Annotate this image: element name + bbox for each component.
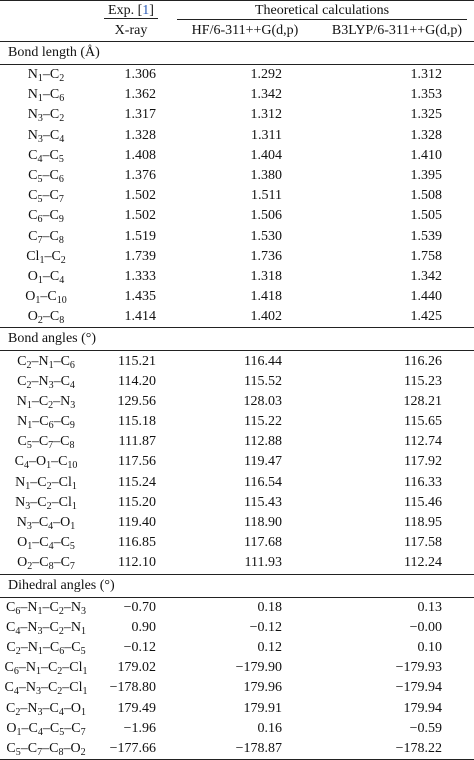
b3lyp-value: 0.10 [417, 639, 442, 655]
row-label: $O_1-C_4-C_5-C_7$ [6, 720, 86, 738]
table-row [0, 452, 474, 472]
hf-value: −0.12 [249, 619, 282, 635]
hf-value: 1.311 [251, 127, 282, 143]
reference-link[interactable]: 1 [142, 3, 150, 18]
xray-value: 129.56 [117, 393, 156, 409]
row-label: $C_5-C_7-C_8-O_2$ [0, 739, 92, 760]
xray-value: −177.66 [92, 739, 170, 760]
section-title: Bond length (Å) [0, 42, 474, 65]
table-row [0, 146, 474, 166]
b3lyp-value: 1.325 [410, 107, 442, 123]
hf-value: 179.91 [243, 700, 282, 716]
b3lyp-header: B3LYP/6-311++G(d,p) [320, 21, 474, 42]
b3lyp-value: 1.440 [410, 289, 442, 305]
xray-value: 115.20 [118, 494, 156, 510]
xray-value: −0.70 [123, 599, 156, 615]
xray-value: 179.02 [117, 660, 156, 676]
xray-value: −0.12 [123, 639, 156, 655]
row-label: $C_6-N_1-C_2-N_3$ [6, 599, 86, 617]
table-row [0, 186, 474, 206]
row-label: $N_1-C_6$ [27, 87, 65, 105]
header-row-2 [0, 21, 474, 42]
table-row [0, 719, 474, 739]
b3lyp-value: 128.21 [403, 393, 442, 409]
table-row [0, 432, 474, 452]
xray-value: 115.24 [118, 474, 156, 490]
table-row [0, 513, 474, 533]
row-label: $N_3-C_4-O_1$ [16, 515, 76, 533]
xray-value: 119.40 [118, 515, 156, 531]
table-row [0, 493, 474, 513]
row-label: $C_4-N_3-C_2-N_1$ [6, 619, 86, 637]
table-row [0, 247, 474, 267]
hf-value: 179.96 [243, 680, 282, 696]
hf-value: 0.16 [257, 720, 282, 736]
row-label: $O_2-C_8$ [27, 309, 65, 327]
xray-value: 0.90 [131, 619, 156, 635]
section-header [0, 328, 474, 351]
hf-value: 0.12 [257, 639, 282, 655]
b3lyp-value: 112.74 [404, 434, 442, 450]
section-header [0, 42, 474, 65]
hf-value: 1.530 [250, 228, 282, 244]
hf-value: 116.44 [244, 353, 282, 369]
table-row [0, 227, 474, 247]
table-row [0, 678, 474, 698]
hf-value: 119.47 [244, 454, 282, 470]
hf-value: 115.43 [244, 494, 282, 510]
hf-header: HF/6-311++G(d,p) [170, 21, 320, 42]
row-label: $C_4-O_1-C_{10}$ [14, 454, 78, 472]
table-body [0, 42, 474, 760]
hf-value: 1.402 [250, 309, 282, 325]
row-label: $O_1-C_4-C_5$ [17, 535, 75, 553]
row-label: $C_4-C_5$ [28, 147, 64, 165]
b3lyp-value: −0.00 [409, 619, 442, 635]
xray-value: 1.362 [124, 87, 156, 103]
xray-value: 1.333 [124, 268, 156, 284]
table-row [0, 597, 474, 618]
hf-value: 118.90 [244, 515, 282, 531]
row-label: $C_2-N_1-C_6-C_5$ [6, 639, 86, 657]
b3lyp-value: 1.508 [410, 188, 442, 204]
xray-header: X-ray [92, 21, 170, 42]
xray-value: 1.376 [124, 168, 156, 184]
b3lyp-value: 116.33 [404, 474, 442, 490]
xray-value: 1.328 [124, 127, 156, 143]
table-row [0, 307, 474, 328]
table-row [0, 166, 474, 186]
b3lyp-value: 1.395 [410, 168, 442, 184]
table-row [0, 638, 474, 658]
table-row [0, 412, 474, 432]
xray-value: 115.21 [118, 353, 156, 369]
table-row [0, 392, 474, 412]
table-row [0, 65, 474, 86]
xray-value: 1.502 [124, 188, 156, 204]
header-row-1 [0, 1, 474, 22]
row-label: $O_2-C_8-C_7$ [17, 555, 75, 573]
b3lyp-value: 115.23 [404, 373, 442, 389]
b3lyp-value: −179.93 [395, 660, 442, 676]
row-label: $C_5-C_7$ [28, 188, 64, 206]
hf-value: −178.87 [170, 739, 320, 760]
b3lyp-value: 1.342 [410, 268, 442, 284]
hf-value: 1.318 [250, 268, 282, 284]
row-label: $C_5-C_6$ [28, 168, 64, 186]
b3lyp-value: 115.65 [404, 414, 442, 430]
section-header [0, 574, 474, 597]
b3lyp-value: 112.24 [404, 555, 442, 571]
hf-value: 115.22 [244, 414, 282, 430]
xray-value: 1.317 [124, 107, 156, 123]
b3lyp-value: 1.425 [410, 309, 442, 325]
b3lyp-value: 1.410 [410, 147, 442, 163]
hf-value: 1.342 [250, 87, 282, 103]
b3lyp-value: 0.13 [417, 599, 442, 615]
table-row [0, 206, 474, 226]
hf-value: 0.18 [257, 599, 282, 615]
hf-value: 128.03 [243, 393, 282, 409]
hf-value: 1.404 [250, 147, 282, 163]
table-row [0, 85, 474, 105]
xray-value: 1.414 [124, 309, 156, 325]
xray-value: 117.56 [118, 454, 156, 470]
hf-value: 1.292 [250, 67, 282, 83]
table-row [0, 126, 474, 146]
b3lyp-value: 1.539 [410, 228, 442, 244]
hf-value: 115.52 [244, 373, 282, 389]
xray-value: 1.408 [124, 147, 156, 163]
hf-value: 1.736 [250, 248, 282, 264]
row-label: $O_1-C_{10}$ [25, 289, 67, 307]
table-row [0, 533, 474, 553]
table-row [0, 473, 474, 493]
table-row [0, 698, 474, 718]
row-label: $C_6-N_1-C_2-Cl_1$ [4, 660, 88, 678]
b3lyp-value: 1.758 [410, 248, 442, 264]
row-label: $N_3-C_2-Cl_1$ [15, 494, 77, 512]
xray-value: 1.519 [124, 228, 156, 244]
hf-value: 1.380 [250, 168, 282, 184]
row-label: $N_1-C_2$ [27, 67, 65, 85]
section-title: Dihedral angles (°) [0, 574, 474, 597]
row-label: $O_1-C_4$ [27, 268, 65, 286]
table-row [0, 267, 474, 287]
row-label: $N_3-C_4$ [27, 127, 65, 145]
b3lyp-value: 116.26 [404, 353, 442, 369]
xray-value: 1.306 [124, 67, 156, 83]
table-row [0, 553, 474, 574]
row-label: $N_1-C_2-N_3$ [16, 393, 76, 411]
xray-value: −1.96 [123, 720, 156, 736]
b3lyp-value: −178.22 [320, 739, 474, 760]
row-label: $C_2-N_3-C_4-O_1$ [6, 700, 86, 718]
hf-value: 1.511 [251, 188, 282, 204]
b3lyp-value: 118.95 [404, 515, 442, 531]
table-row [0, 105, 474, 125]
row-label: $N_1-C_2-Cl_1$ [15, 474, 77, 492]
row-label: $N_3-C_2$ [27, 107, 65, 125]
hf-value: 117.68 [244, 535, 282, 551]
b3lyp-value: 179.94 [403, 700, 442, 716]
row-label: $N_1-C_6-C_9$ [17, 414, 75, 432]
row-label: $C_2-N_3-C_4$ [17, 373, 75, 391]
b3lyp-value: 1.505 [410, 208, 442, 224]
theory-header: Theoretical calculations [170, 1, 474, 22]
xray-value: 116.85 [118, 535, 156, 551]
b3lyp-value: 117.92 [404, 454, 442, 470]
xray-value: 115.18 [118, 414, 156, 430]
b3lyp-value: 1.312 [410, 67, 442, 83]
hf-value: −179.90 [235, 660, 282, 676]
section-title: Bond angles (°) [0, 328, 474, 351]
exp-header: Exp. [1] [92, 1, 170, 22]
b3lyp-value: −0.59 [409, 720, 442, 736]
table-row [0, 658, 474, 678]
row-label: $C_4-N_3-C_2-Cl_1$ [4, 680, 88, 698]
hf-value: 1.312 [250, 107, 282, 123]
hf-value: 112.88 [244, 434, 282, 450]
b3lyp-value: 1.328 [410, 127, 442, 143]
hf-value: 1.506 [250, 208, 282, 224]
xray-value: 1.435 [124, 289, 156, 305]
xray-value: −178.80 [109, 680, 156, 696]
table-row [0, 351, 474, 372]
row-label: $C_2-N_1-C_6$ [17, 353, 75, 371]
row-label: $Cl_1-C_2$ [26, 248, 66, 266]
xray-value: 111.87 [118, 434, 156, 450]
hf-value: 1.418 [250, 289, 282, 305]
table-row [0, 618, 474, 638]
row-label: $C_5-C_7-C_8$ [17, 434, 75, 452]
xray-value: 1.739 [124, 248, 156, 264]
xray-value: 1.502 [124, 208, 156, 224]
b3lyp-value: −179.94 [395, 680, 442, 696]
xray-value: 112.10 [118, 555, 156, 571]
b3lyp-value: 115.46 [404, 494, 442, 510]
hf-value: 111.93 [244, 555, 282, 571]
table-row [0, 739, 474, 760]
table-row [0, 287, 474, 307]
xray-value: 179.49 [117, 700, 156, 716]
row-label: $C_6-C_9$ [28, 208, 64, 226]
xray-value: 114.20 [118, 373, 156, 389]
b3lyp-value: 1.353 [410, 87, 442, 103]
table-row [0, 372, 474, 392]
hf-value: 116.54 [244, 474, 282, 490]
row-label: $C_7-C_8$ [28, 228, 64, 246]
b3lyp-value: 117.58 [404, 535, 442, 551]
